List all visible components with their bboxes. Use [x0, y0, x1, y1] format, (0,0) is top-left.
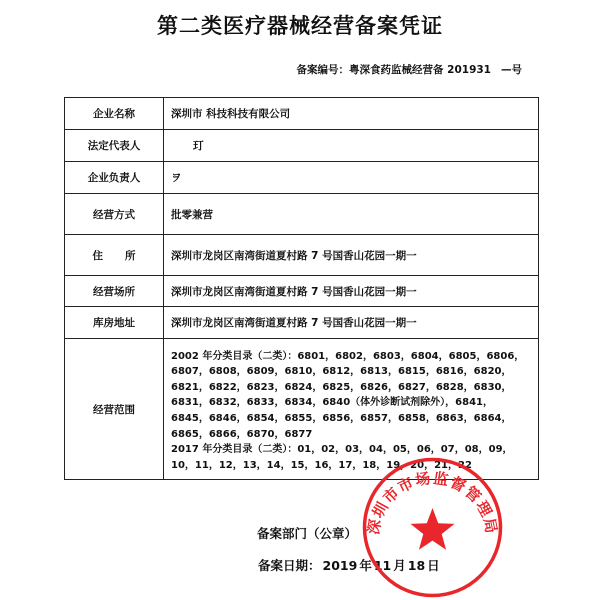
record-info-table: [64, 97, 539, 480]
company-name-value: 深圳市 科技科技有限公司: [164, 98, 539, 130]
date-day: 18: [407, 558, 426, 573]
date-year: 2019: [322, 558, 358, 573]
record-department: 备案部门（公章）: [257, 526, 358, 541]
date-day-unit: 日: [427, 558, 440, 573]
seal-star-icon: [411, 508, 455, 550]
business-mode-label: 经营方式: [65, 194, 164, 235]
business-site-value: 深圳市龙岗区南湾街道夏村路 7 号国香山花园一期一: [164, 276, 539, 307]
record-number-value: 粤深食药监械经营备 201931: [349, 64, 491, 76]
date-label: 备案日期：: [258, 558, 321, 573]
principal-label: 企业负责人: [65, 162, 164, 194]
row-legal-rep: [65, 130, 539, 162]
scope-line-2002: 2002 年分类目录（二类）：6801，6802，6803，6804，6805，6806，6807，6808，6809，6810，6812，6813，6815，6816，6820，6821，6822，6823，6824，6825，6826，6827，6828，6830，6831，6832，6833，6834，6840（体外诊断试剂除外），6841，6845，6846，6854，6855，6856，6857，6858，6863，6864，6865，6866，6870，6877: [171, 350, 525, 440]
row-warehouse: [65, 307, 539, 339]
warehouse-label: 库房地址: [65, 307, 164, 339]
legal-rep-label: 法定代表人: [65, 130, 164, 162]
row-company-name: [65, 98, 539, 130]
warehouse-value: 深圳市龙岗区南湾街道夏村路 7 号国香山花园一期一: [164, 307, 539, 339]
scope-label: 经营范围: [65, 339, 164, 480]
business-site-label: 经营场所: [65, 276, 164, 307]
principal-value: ヲ: [164, 162, 539, 194]
row-business-site: [65, 276, 539, 307]
legal-rep-value: [164, 130, 539, 162]
scope-line-2017: 2017 年分类目录（二类）：01，02，03，04，05，06，07，08，09，10，11，12，13，14，15，16，17，18，19，20，21，22: [171, 444, 513, 471]
record-number-label: 备案编号：: [296, 64, 349, 76]
official-seal: [360, 455, 505, 600]
date-month: 11: [373, 558, 392, 573]
residence-value: 深圳市龙岗区南湾街道夏村路 7 号国香山花园一期一: [164, 235, 539, 276]
residence-label-text: 住所: [92, 249, 158, 262]
date-year-unit: 年: [359, 558, 372, 573]
document-title: 第二类医疗器械经营备案凭证: [157, 13, 443, 38]
seal-text-path: 深圳市市场监督管理局: [364, 469, 501, 537]
record-number-suffix: 号: [511, 64, 522, 76]
business-mode-value: 批零兼营: [164, 194, 539, 235]
company-name-label: 企业名称: [65, 98, 164, 130]
row-business-mode: [65, 194, 539, 235]
row-residence: [65, 235, 539, 276]
legal-rep-text: 玎: [193, 140, 204, 152]
date-month-unit: 月: [393, 558, 406, 573]
residence-label: [65, 235, 164, 276]
record-number: 备案编号：粤深食药监械经营备 201931 —号: [296, 64, 522, 76]
row-principal: [65, 162, 539, 194]
